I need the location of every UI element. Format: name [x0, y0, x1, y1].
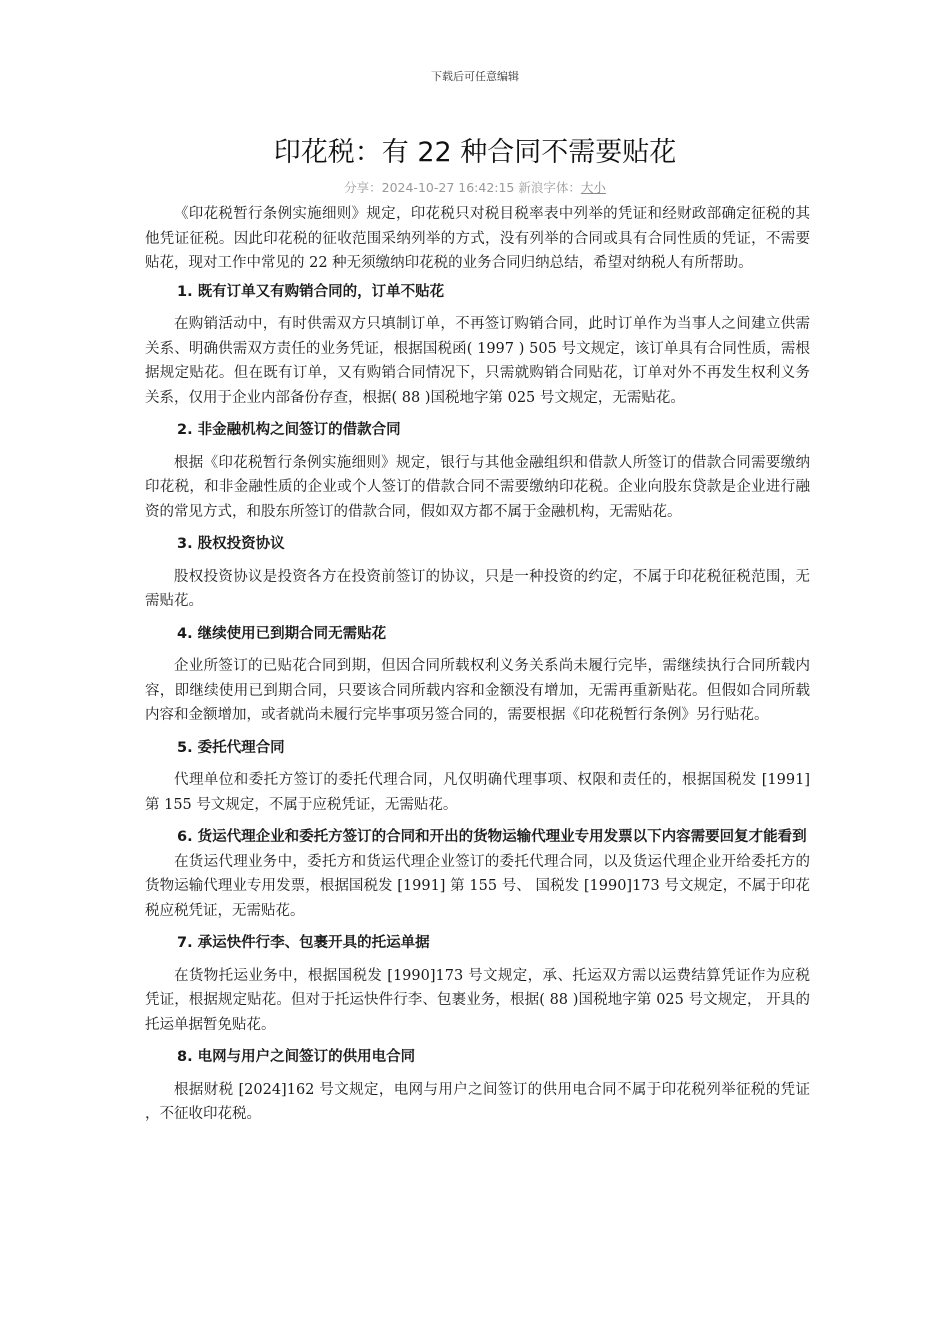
- page-header-note: 下载后可任意编辑: [431, 70, 519, 83]
- share-date-text: 分享：2024-10-27 16:42:15 新浪字体：: [344, 180, 581, 195]
- article-body: [145, 202, 810, 1127]
- section-7-body: 在货物托运业务中，根据国税发 [1990]173 号文规定，承、托运双方需以运费结算凭证作为应税凭证，根据规定贴花。但对于托运快件行李、包裹业务，根据( 88 )国税地字第 025 号文规定， 开具的托运单据暂免贴花。: [145, 967, 810, 1033]
- article-meta: [0, 178, 950, 196]
- section-8-heading: 8. 电网与用户之间签订的供用电合同: [177, 1049, 416, 1065]
- font-size-link[interactable]: 大小: [580, 180, 606, 195]
- section-6-heading-text: 货运代理企业和委托方签订的合同和开出的货物运输代理业专用发票以下内容需要回复才能看到: [197, 829, 807, 845]
- section-3-heading: 3. 股权投资协议: [177, 536, 285, 552]
- intro-paragraph: 《印花税暂行条例实施细则》规定，印花税只对税目税率表中列举的凭证和经财政部确定征税的其他凭证征税。因此印花税的征收范围采纳列举的方式，没有列举的合同或具有合同性质的凭证，不需要贴花，现对工作中常见的 22 种无须缴纳印花税的业务合同归纳总结，希望对纳税人有所帮助。: [145, 206, 810, 271]
- section-1-heading: 1. 既有订单又有购销合同的，订单不贴花: [177, 283, 445, 300]
- section-6-number: 6.: [177, 829, 193, 845]
- section-3-body: 股权投资协议是投资各方在投资前签订的协议，只是一种投资的约定，不属于印花税征税范围，无需贴花。: [145, 568, 810, 609]
- section-6-heading: [145, 825, 810, 850]
- section-2-heading: 2. 非金融机构之间签订的借款合同: [177, 422, 401, 438]
- article-title: 印花税：有 22 种合同不需要贴花: [273, 137, 677, 168]
- section-2-body: 根据《印花税暂行条例实施细则》规定，银行与其他金融组织和借款人所签订的借款合同需要缴纳印花税，和非金融性质的企业或个人签订的借款合同不需要缴纳印花税。企业向股东贷款是企业进行融资的常见方式，和股东所签订的借款合同，假如双方都不属于金融机构，无需贴花。: [145, 454, 810, 520]
- section-1-body: 在购销活动中，有时供需双方只填制订单，不再签订购销合同，此时订单作为当事人之间建立供需关系、明确供需双方责任的业务凭证，根据国税函( 1997 ) 505 号文规定，该订单具有合同性质，需根据规定贴花。但在既有订单，又有购销合同情况下，只需就购销合同贴花，订单对外不再发生权利义务关系，仅用于企业内部备份存查，根据( 88 )国税地字第 025 号文规定，无需贴花。: [145, 316, 810, 406]
- section-6-body: 在货运代理业务中，委托方和货运代理企业签订的委托代理合同，以及货运代理企业开给委托方的货物运输代理业专用发票，根据国税发 [1991] 第 155 号、 国税发 [1990]173 号文规定，不属于印花税应税凭证，无需贴花。: [145, 853, 810, 919]
- section-4-body: 企业所签订的已贴花合同到期，但因合同所载权利义务关系尚未履行完毕，需继续执行合同所载内容，即继续使用已到期合同，只要该合同所载内容和金额没有增加，无需再重新贴花。但假如合同所载内容和金额增加，或者就尚未履行完毕事项另签合同的，需要根据《印花税暂行条例》另行贴花。: [145, 658, 810, 723]
- section-7-heading: 7. 承运快件行李、包裹开具的托运单据: [177, 935, 430, 951]
- section-5-body: 代理单位和委托方签订的委托代理合同，凡仅明确代理事项、权限和责任的，根据国税发 [1991] 第 155 号文规定，不属于应税凭证，无需贴花。: [145, 772, 810, 813]
- section-4-heading: 4. 继续使用已到期合同无需贴花: [177, 625, 387, 642]
- section-8-body: 根据财税 [2024]162 号文规定，电网与用户之间签订的供用电合同不属于印花税列举征税的凭证 ，不征收印花税。: [145, 1081, 810, 1122]
- section-5-heading: 5. 委托代理合同: [177, 739, 285, 756]
